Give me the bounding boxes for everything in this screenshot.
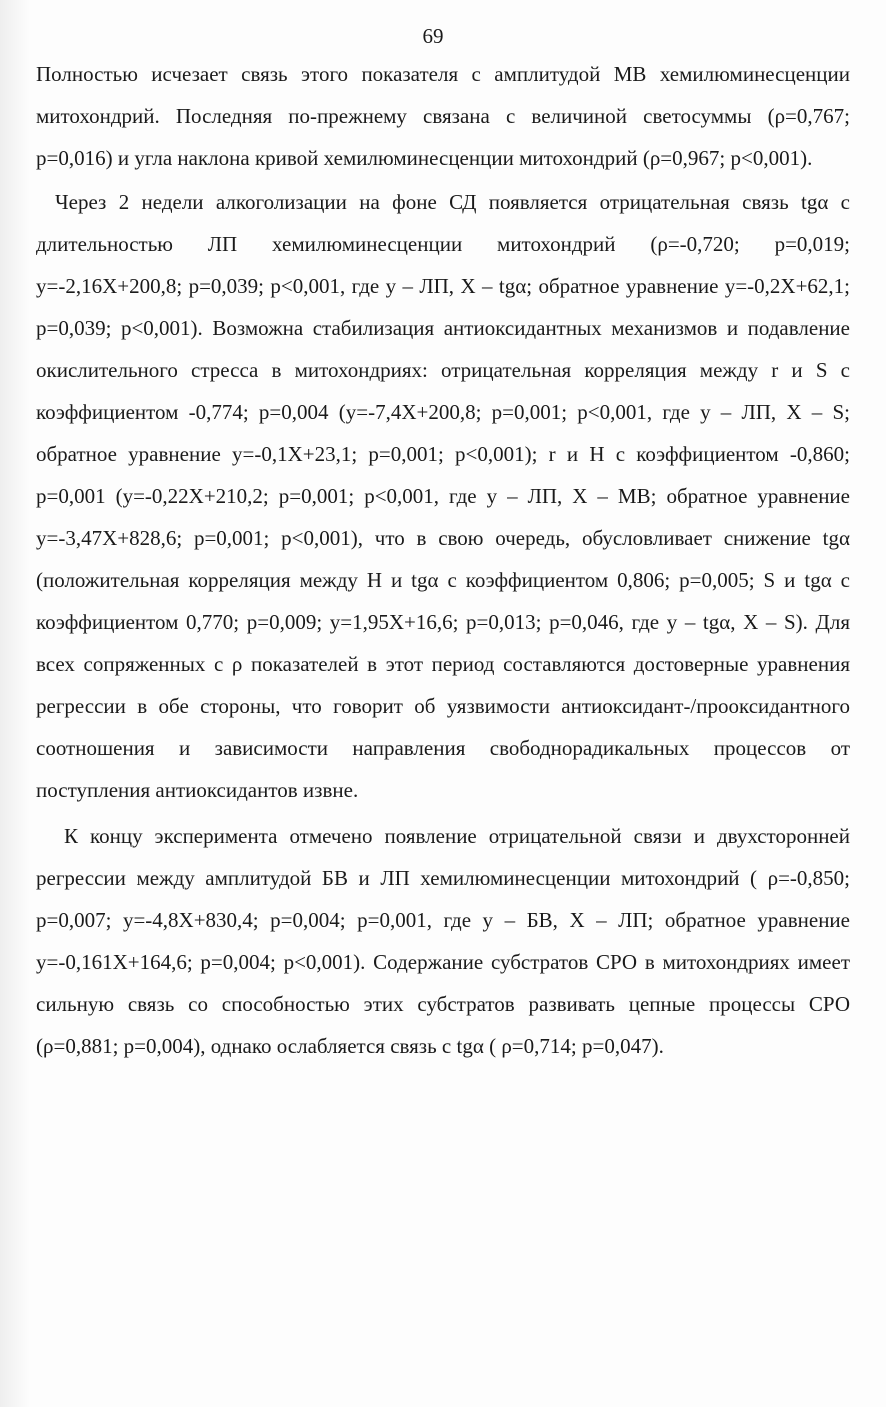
paragraph-end-of-experiment: К концу эксперимента отмечено появление отрицательной связи и двухсторонней регрессии между амплитудой БВ и ЛП хемилюминесценции митохондрий ( ρ=-0,850; p=0,007; y=-4,8X+830,4; p=0,004; p=0,001, где y – БВ, X – ЛП; обратное уравнение y=-0,161X+164,6; p=0,004; p<0,001). Содержание субстратов СРО в митохондриях имеет сильную связь со способностью этих субстратов развивать цепные процессы СРО (ρ=0,881; p=0,004), однако ослабляется связь с tgα ( ρ=0,714; p=0,047).	[36, 824, 850, 1058]
scan-edge-shadow	[0, 0, 30, 1407]
page-number: 69	[422, 24, 444, 48]
text-body	[36, 53, 850, 1067]
paragraph-continuation: Полностью исчезает связь этого показателя с амплитудой МВ хемилюминесценции митохондрий. Последняя по-прежнему связана с величиной светосуммы (ρ=0,767; p=0,016) и угла наклона кривой хемилюминесценции митохондрий (ρ=0,967; p<0,001).	[36, 62, 850, 170]
paragraph-two-weeks-alcoholization: Через 2 недели алкоголизации на фоне СД появляется отрицательная связь tgα с длительностью ЛП хемилюминесценции митохондрий (ρ=-0,720; p=0,019; y=-2,16X+200,8; p=0,039; p<0,001, где y – ЛП, X – tgα; обратное уравнение y=-0,2X+62,1; p=0,039; p<0,001). Возможна стабилизация антиоксидантных механизмов и подавление окислительного стресса в митохондриях: отрицательная корреляция между r и S с коэффициентом -0,774; p=0,004 (y=-7,4X+200,8; p=0,001; p<0,001, где y – ЛП, X – S; обратное уравнение y=-0,1X+23,1; p=0,001; p<0,001); r и H с коэффициентом -0,860; p=0,001 (y=-0,22X+210,2; p=0,001; p<0,001, где y – ЛП, X – МВ; обратное уравнение y=-3,47X+828,6; p=0,001; p<0,001), что в свою очередь, обусловливает снижение tgα (положительная корреляция между H и tgα с коэффициентом 0,806; p=0,005; S и tgα с коэффициентом 0,770; p=0,009; y=1,95X+16,6; p=0,013; p=0,046, где y – tgα, X – S). Для всех сопряженных с ρ показателей в этот период составляются достоверные уравнения регрессии в обе стороны, что говорит об уязвимости антиоксидант-/прооксидантного соотношения и зависимости направления свободнорадикальных процессов от поступления антиоксидантов извне.	[36, 190, 850, 802]
